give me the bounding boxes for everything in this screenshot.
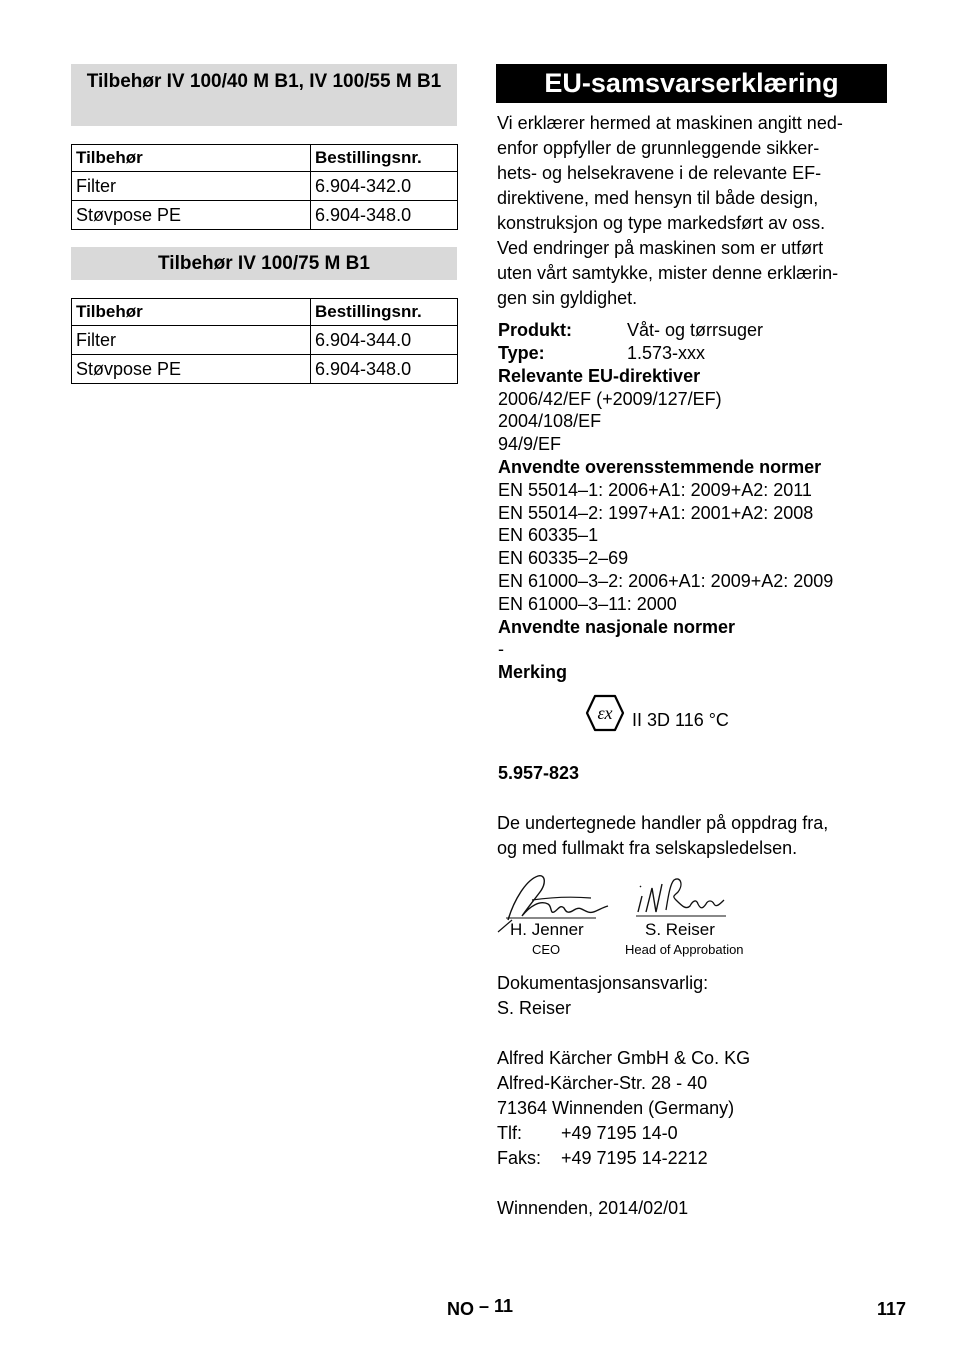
norms-heading: Anvendte overensstemmende normer <box>498 457 822 477</box>
table-cell: 6.904-348.0 <box>311 355 458 384</box>
fax-label: Faks: <box>497 1148 542 1168</box>
intro-line: gen sin gyldighet. <box>497 288 638 308</box>
section-heading-text: Tilbehør IV 100/75 M B1 <box>158 253 370 274</box>
marking-heading: Merking <box>498 662 568 682</box>
table-cell: Støvpose PE <box>72 201 311 230</box>
table-header-row <box>72 299 458 326</box>
documentation-responsible <box>497 971 892 1021</box>
directive-item: 94/9/EF <box>498 434 562 454</box>
table-cell: Filter <box>72 326 311 355</box>
table-row <box>72 326 458 355</box>
national-norms-value: - <box>498 639 504 659</box>
intro-line: direktivene, med hensyn til både design, <box>497 188 819 208</box>
table-row <box>72 172 458 201</box>
signer2-name: S. Reiser <box>645 920 715 939</box>
ex-marking-text: II 3D 116 °C <box>632 710 729 730</box>
company-name: Alfred Kärcher GmbH & Co. KG <box>497 1048 751 1068</box>
phone-value: +49 7195 14-0 <box>561 1123 678 1143</box>
product-value: Våt- og tørrsuger <box>627 320 764 340</box>
accessory-table-2 <box>71 298 458 384</box>
norm-item: EN 55014–2: 1997+A1: 2001+A2: 2008 <box>498 503 814 523</box>
company-address <box>497 1046 892 1171</box>
fax-row <box>497 1146 892 1171</box>
national-norms-heading: Anvendte nasjonale normer <box>498 617 736 637</box>
table-header-row <box>72 145 458 172</box>
intro-line: uten vårt samtykke, mister denne erklærin- <box>497 263 839 283</box>
footer-language-page <box>447 1296 514 1320</box>
signers-intro-line: De undertegnede handler på oppdrag fra, <box>497 813 829 833</box>
intro-line: hets- og helsekravene i de relevante EF- <box>497 163 822 183</box>
signers-intro-line: og med fullmakt fra selskapsledelsen. <box>497 838 798 858</box>
table-cell: 6.904-344.0 <box>311 326 458 355</box>
signer2-role: Head of Approbation <box>625 942 744 957</box>
norm-item: EN 60335–2–69 <box>498 548 629 568</box>
norm-item: EN 61000–3–2: 2006+A1: 2009+A2: 2009 <box>498 571 834 591</box>
intro-line: konstruksjon og type markedsført av oss. <box>497 213 826 233</box>
column-header: Bestillingsnr. <box>311 299 458 326</box>
signer1-role: CEO <box>532 942 561 957</box>
column-header: Bestillingsnr. <box>311 145 458 172</box>
accessory-table-1 <box>71 144 458 230</box>
page-number: 117 <box>877 1299 907 1319</box>
page-title: EU-samsvarserklæring <box>496 64 887 103</box>
doc-resp-name: S. Reiser <box>497 998 572 1018</box>
footer-section-page: – 11 <box>479 1296 514 1316</box>
intro-paragraph <box>497 111 892 311</box>
signature-reiser <box>632 874 732 920</box>
norm-item: EN 61000–3–11: 2000 <box>498 594 677 614</box>
type-label: Type: <box>498 343 545 363</box>
phone-label: Tlf: <box>497 1123 522 1143</box>
directives-heading: Relevante EU-direktiver <box>498 366 701 386</box>
column-header: Tilbehør <box>72 299 311 326</box>
table-row <box>72 201 458 230</box>
directive-item: 2006/42/EF (+2009/127/EF) <box>498 389 722 409</box>
table-row <box>72 355 458 384</box>
norm-item: EN 55014–1: 2006+A1: 2009+A2: 2011 <box>498 480 812 500</box>
table-cell: Støvpose PE <box>72 355 311 384</box>
phone-row <box>497 1121 892 1146</box>
signers-intro <box>497 811 892 861</box>
company-street: Alfred-Kärcher-Str. 28 - 40 <box>497 1073 708 1093</box>
ex-hexagon-icon <box>585 694 625 732</box>
document-number: 5.957-823 <box>498 763 580 783</box>
column-header: Tilbehør <box>72 145 311 172</box>
type-value: 1.573-xxx <box>627 343 706 363</box>
signer1-name: H. Jenner <box>510 920 584 939</box>
section-heading-iv100-40-55 <box>71 64 457 126</box>
table-cell: 6.904-348.0 <box>311 201 458 230</box>
section-heading-iv100-75 <box>71 247 457 280</box>
svg-text:εx: εx <box>597 703 613 723</box>
directive-item: 2004/108/EF <box>498 411 602 431</box>
intro-line: Ved endringer på maskinen som er utført <box>497 238 824 258</box>
product-label: Produkt: <box>498 320 572 340</box>
intro-line: Vi erklærer hermed at maskinen angitt ned- <box>497 113 843 133</box>
table-cell: Filter <box>72 172 311 201</box>
doc-resp-label: Dokumentasjonsansvarlig: <box>497 973 709 993</box>
fax-value: +49 7195 14-2212 <box>561 1148 708 1168</box>
place-date: Winnenden, 2014/02/01 <box>497 1198 689 1218</box>
table-cell: 6.904-342.0 <box>311 172 458 201</box>
intro-line: enfor oppfyller de grunnleggende sikker- <box>497 138 820 158</box>
section-heading-text: Tilbehør IV 100/40 M B1, IV 100/55 M B1 <box>86 71 442 92</box>
footer-language: NO <box>447 1299 474 1319</box>
norm-item: EN 60335–1 <box>498 525 599 545</box>
company-city: 71364 Winnenden (Germany) <box>497 1098 735 1118</box>
